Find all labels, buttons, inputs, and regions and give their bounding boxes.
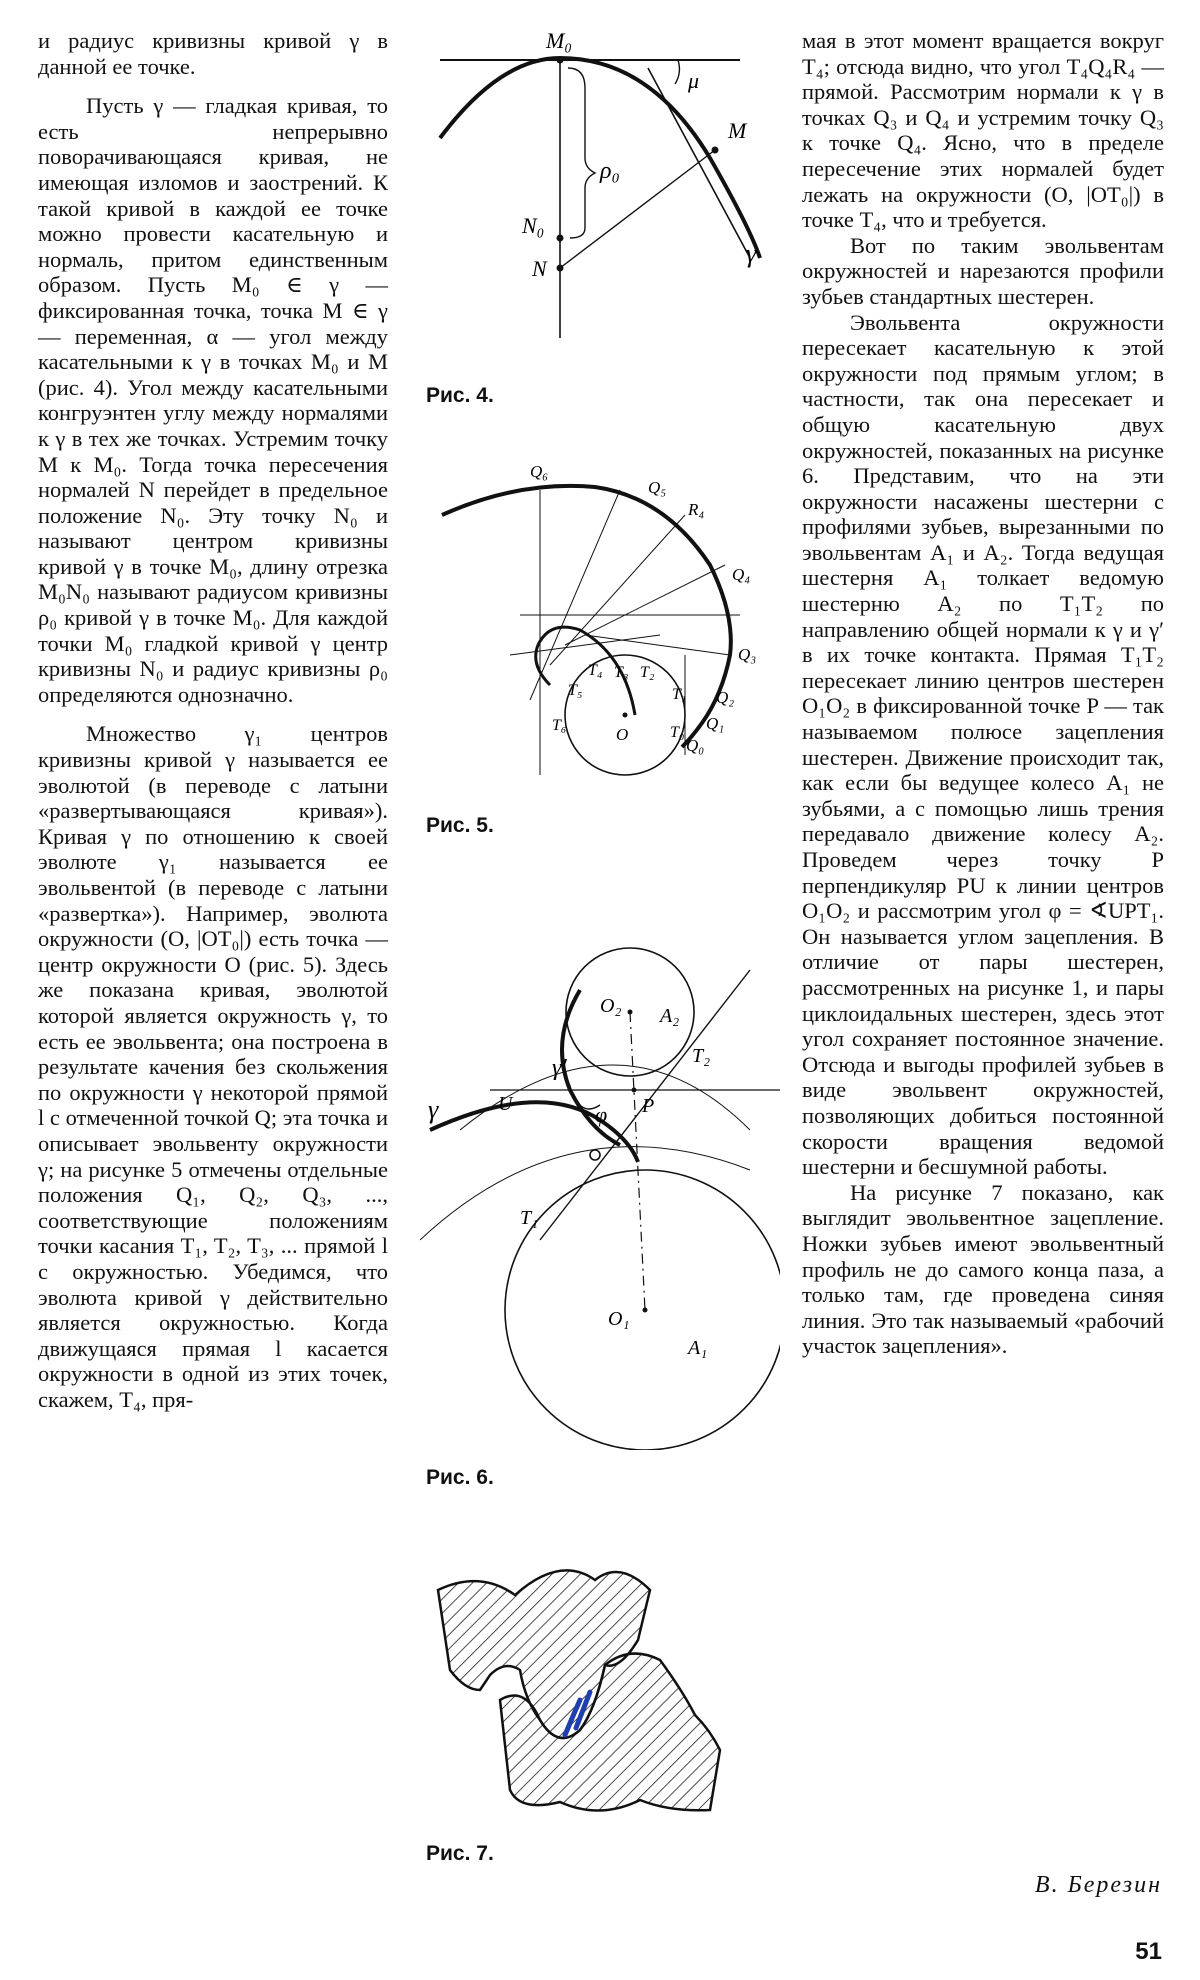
label-t3: T₃ — [614, 664, 629, 681]
label-q1: Q₁ — [706, 714, 725, 733]
label-a1: A₁ — [688, 1337, 708, 1359]
paragraph: мая в этот момент вращается вокруг T₄; отсюда видно, что угол T₄Q₄R₄ — прямой. Рассмотрим нормали к γ в точках Q₃ и Q₄ и устремим точку Q₃ к точке Q₄. Ясно, что в пределе пересечение этих нормалей будет лежать на окружности (O, |OT₀|) в точке T₄, что и требуется. — [802, 28, 1164, 233]
center-o — [623, 713, 628, 718]
left-text-column — [38, 28, 388, 1412]
label-q5: Q₅ — [648, 478, 667, 497]
label-t4: T₄ — [588, 662, 603, 679]
figure-5 — [420, 455, 780, 785]
label-q4: Q₄ — [732, 565, 751, 584]
point-n0 — [557, 235, 564, 242]
label-n: N — [532, 256, 547, 281]
label-gamma: γ — [746, 239, 757, 268]
tangent-line — [510, 635, 660, 655]
label-t2: T₂ — [692, 1045, 711, 1067]
point-n — [557, 265, 564, 272]
label-t6: T₆ — [552, 717, 567, 734]
figure-5-caption: Рис. 5. — [426, 814, 494, 837]
center-o1 — [643, 1308, 648, 1313]
paragraph: На рисунке 7 показано, как выглядит эвольвентное зацепление. Ножки зубьев имеют эвольвентный профиль не до самого конца паза, а только там, где проведена синяя линия. Это так называемый «рабочий участок зацепления». — [802, 1179, 1164, 1359]
point-m — [712, 147, 719, 154]
page-number: 51 — [1135, 1938, 1162, 1965]
rho-brace — [568, 68, 595, 238]
label-n0: N₀ — [522, 213, 545, 238]
label-t1: T₁ — [672, 686, 687, 703]
paragraph: Эвольвента окружности пересекает касательную к этой окружности под прямым углом; в частности, так она пересекает и общую касательную двух окружностей, показанных на рисунке 6. Представим, что на эти окружности насажены шестерни с профилями зубьев, вырезанными по эвольвентам A₁ и A₂. Тогда ведущая шестерня A₁ толкает ведомую шестерню A₂ по T₁T₂ по направлению общей нормали к γ и γ′ в их точке контакта. Прямая T₁T₂ пересекает линию центров шестерен O₁O₂ в фиксированной точке P — так называемом полюсе зацепления шестерен. Движение происходит так, как если бы ведущее колесо A₁ не зубьями, а с помощью лишь трения передавало движение колесу A₂. Проведем через точку P перпендикуляр PU к линии центров O₁O₂ и рассмотрим угол φ = ∢UPT₁. Он называется углом зацепления. В отличие от пары шестерен, рассмотренных на рисунке 1, и пары циклоидальных шестерен, здесь этот угол сохраняет постоянное значение. Отсюда и выгоды профилей зубьев в виде эвольвент окружностей, позволяющих добиться постоянной скорости вращения ведомой шестерни и бесшумной работы. — [802, 309, 1164, 1180]
paragraph: и радиус кривизны кривой γ в данной ее точке. — [38, 28, 388, 79]
center-o2 — [628, 1010, 633, 1015]
label-m: M — [728, 118, 747, 143]
label-q6: Q₆ — [530, 462, 549, 481]
label-q0: Q₀ — [686, 736, 705, 755]
point-m0 — [557, 57, 564, 64]
label-p: P — [642, 1095, 655, 1117]
author-signature: В. Березин — [1034, 1872, 1162, 1898]
label-o2: O₂ — [600, 995, 622, 1017]
contact-point — [590, 1150, 600, 1160]
label-o1: O₁ — [608, 1308, 630, 1330]
label-m0: M₀ — [546, 28, 572, 53]
paragraph: Множество γ₁ центров кривизны кривой γ называется ее эволютой (в переводе с латыни «развертывающаяся кривая»). Кривая γ по отношению к своей эволюте γ₁ называется ее эвольвентой (в переводе с латыни «развертка»). Например, эволюта окружности (O, |OT₀|) есть точка — центр окружности O (рис. 5). Здесь же показана кривая, эволютой которой является окружность γ, то есть ее эвольвента; она построена в результате качения без скольжения по окружности γ некоторой прямой l с отмеченной точкой Q; эта точка и описывает эвольвенту окружности γ; на рисунке 5 отмечены отдельные положения Q₁, Q₂, Q₃, ..., соответствующие положениям точки касания T₁, T₂, T₃, ... прямой l с окружностью. Убедимся, что эволюта кривой γ действительно является окружностью. Когда движущаяся прямая l касается окружности в одной из этих точек, скажем, T₄, пря- — [38, 721, 388, 1412]
label-t5: T₅ — [568, 682, 583, 699]
label-a2: A₂ — [660, 1005, 680, 1027]
figure-7-caption: Рис. 7. — [426, 1842, 494, 1865]
point-p — [632, 1088, 637, 1093]
label-mu: μ — [688, 68, 700, 93]
label-phi: φ — [595, 1102, 608, 1127]
label-t2: T₂ — [640, 664, 655, 681]
label-r4: R₄ — [688, 500, 705, 519]
label-q3: Q₃ — [738, 645, 757, 664]
figure-7 — [420, 1550, 780, 1830]
label-gamma: γ — [428, 1095, 439, 1124]
paragraph: Вот по таким эвольвентам окружностей и нарезаются профили зубьев стандартных шестерен. — [802, 232, 1164, 309]
label-o: O — [616, 725, 629, 744]
figure-6 — [420, 940, 780, 1450]
label-t0: T₀ — [670, 724, 685, 741]
label-q2: Q₂ — [716, 688, 735, 707]
right-text-column — [802, 28, 1164, 1359]
paragraph: Пусть γ — гладкая кривая, то есть непрерывно поворачивающаяся кривая, не имеющая изломов и заострений. К такой кривой в каждой ее точке можно провести касательную и нормаль, притом единственным образом. Пусть M₀ ∈ γ — фиксированная точка, точка M ∈ γ — переменная, α — угол между касательными к γ в точках M₀ и M (рис. 4). Угол между касательными конгруэнтен углу между нормалями к γ в тех же точках. Устремим точку M к M₀. Тогда точка пересечения нормалей N перейдет в предельное положение N₀. Эту точку N₀ и называют центром кривизны кривой γ в точке M₀, длину отрезка M₀N₀ называют радиусом кривизны ρ₀ кривой γ в точке M₀. Для каждой точки M₀ гладкой кривой γ центр кривизны N₀ и радиус кривизны ρ₀ определяются однозначно. — [38, 93, 388, 707]
normal-m — [560, 150, 715, 268]
tangent-line — [530, 490, 620, 700]
label-t1: T₁ — [520, 1207, 539, 1229]
involute-curve — [442, 486, 731, 747]
label-rho: ρ₀ — [600, 158, 620, 184]
label-gamma-prime: γ′ — [552, 1055, 567, 1081]
figure-6-caption: Рис. 6. — [426, 1466, 494, 1489]
mu-angle-arc — [675, 60, 679, 84]
figure-4-caption: Рис. 4. — [426, 384, 494, 407]
tangent-line — [565, 565, 725, 645]
helper-arc — [420, 1147, 750, 1240]
figure-4 — [420, 28, 780, 358]
label-u: U — [498, 1093, 513, 1115]
